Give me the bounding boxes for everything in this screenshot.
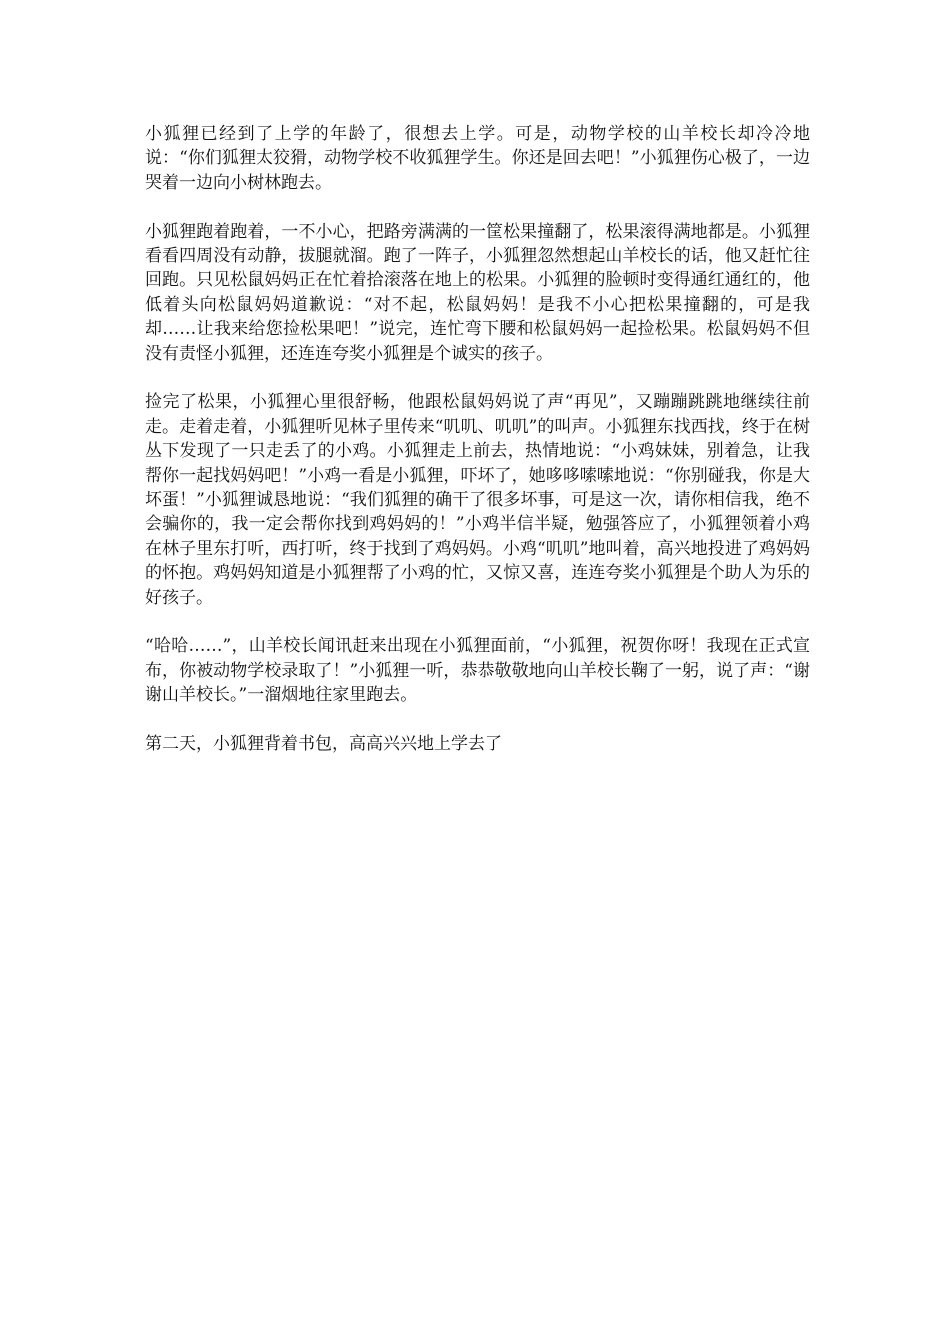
paragraph-3: 捡完了松果，小狐狸心里很舒畅，他跟松鼠妈妈说了声“再见”，又蹦蹦跳跳地继续往前走。走着走着，小狐狸听见林子里传来“叽叽、叽叽”的叫声。小狐狸东找西找，终于在树丛下发现了一只走丢了的小鸡。小狐狸走上前去，热情地说：“小鸡妹妹，别着急，让我帮你一起找妈妈吧！”小鸡一看是小狐狸，吓坏了，她哆哆嗦嗦地说：“你别碰我，你是大坏蛋！”小狐狸诚恳地说：“我们狐狸的确干了很多坏事，可是这一次，请你相信我，绝不会骗你的，我一定会帮你找到鸡妈妈的！”小鸡半信半疑，勉强答应了，小狐狸领着小鸡在林子里东打听，西打听，终于找到了鸡妈妈。小鸡“叽叽”地叫着，高兴地投进了鸡妈妈的怀抱。鸡妈妈知道是小狐狸帮了小鸡的忙，又惊又喜，连连夸奖小狐狸是个助人为乐的好孩子。 — [145, 392, 810, 608]
paragraph-5: 第二天，小狐狸背着书包，高高兴兴地上学去了 — [145, 734, 502, 755]
paragraph-4: “哈哈……”，山羊校长闻讯赶来出现在小狐狸面前，“小狐狸，祝贺你呀！我现在正式宣布，你被动物学校录取了！”小狐狸一听，恭恭敬敬地向山羊校长鞠了一躬，说了声：“谢谢山羊校长。”一溜烟地往家里跑去。 — [145, 636, 810, 706]
paragraph-1: 小狐狸已经到了上学的年龄了，很想去上学。可是，动物学校的山羊校长却冷冷地说：“你们狐狸太狡猾，动物学校不收狐狸学生。你还是回去吧！”小狐狸伤心极了，一边哭着一边向小树林跑去。 — [145, 124, 810, 193]
paragraph-2: 小狐狸跑着跑着，一不小心，把路旁满满的一筐松果撞翻了，松果滚得满地都是。小狐狸看看四周没有动静，拔腿就溜。跑了一阵子，小狐狸忽然想起山羊校长的话，他又赶忙往回跑。只见松鼠妈妈正在忙着拾滚落在地上的松果。小狐狸的脸顿时变得通红通红的，他低着头向松鼠妈妈道歉说：“对不起，松鼠妈妈！是我不小心把松果撞翻的，可是我却……让我来给您捡松果吧！”说完，连忙弯下腰和松鼠妈妈一起捡松果。松鼠妈妈不但没有责怪小狐狸，还连连夸奖小狐狸是个诚实的孩子。 — [145, 221, 810, 364]
story-text — [145, 122, 810, 781]
